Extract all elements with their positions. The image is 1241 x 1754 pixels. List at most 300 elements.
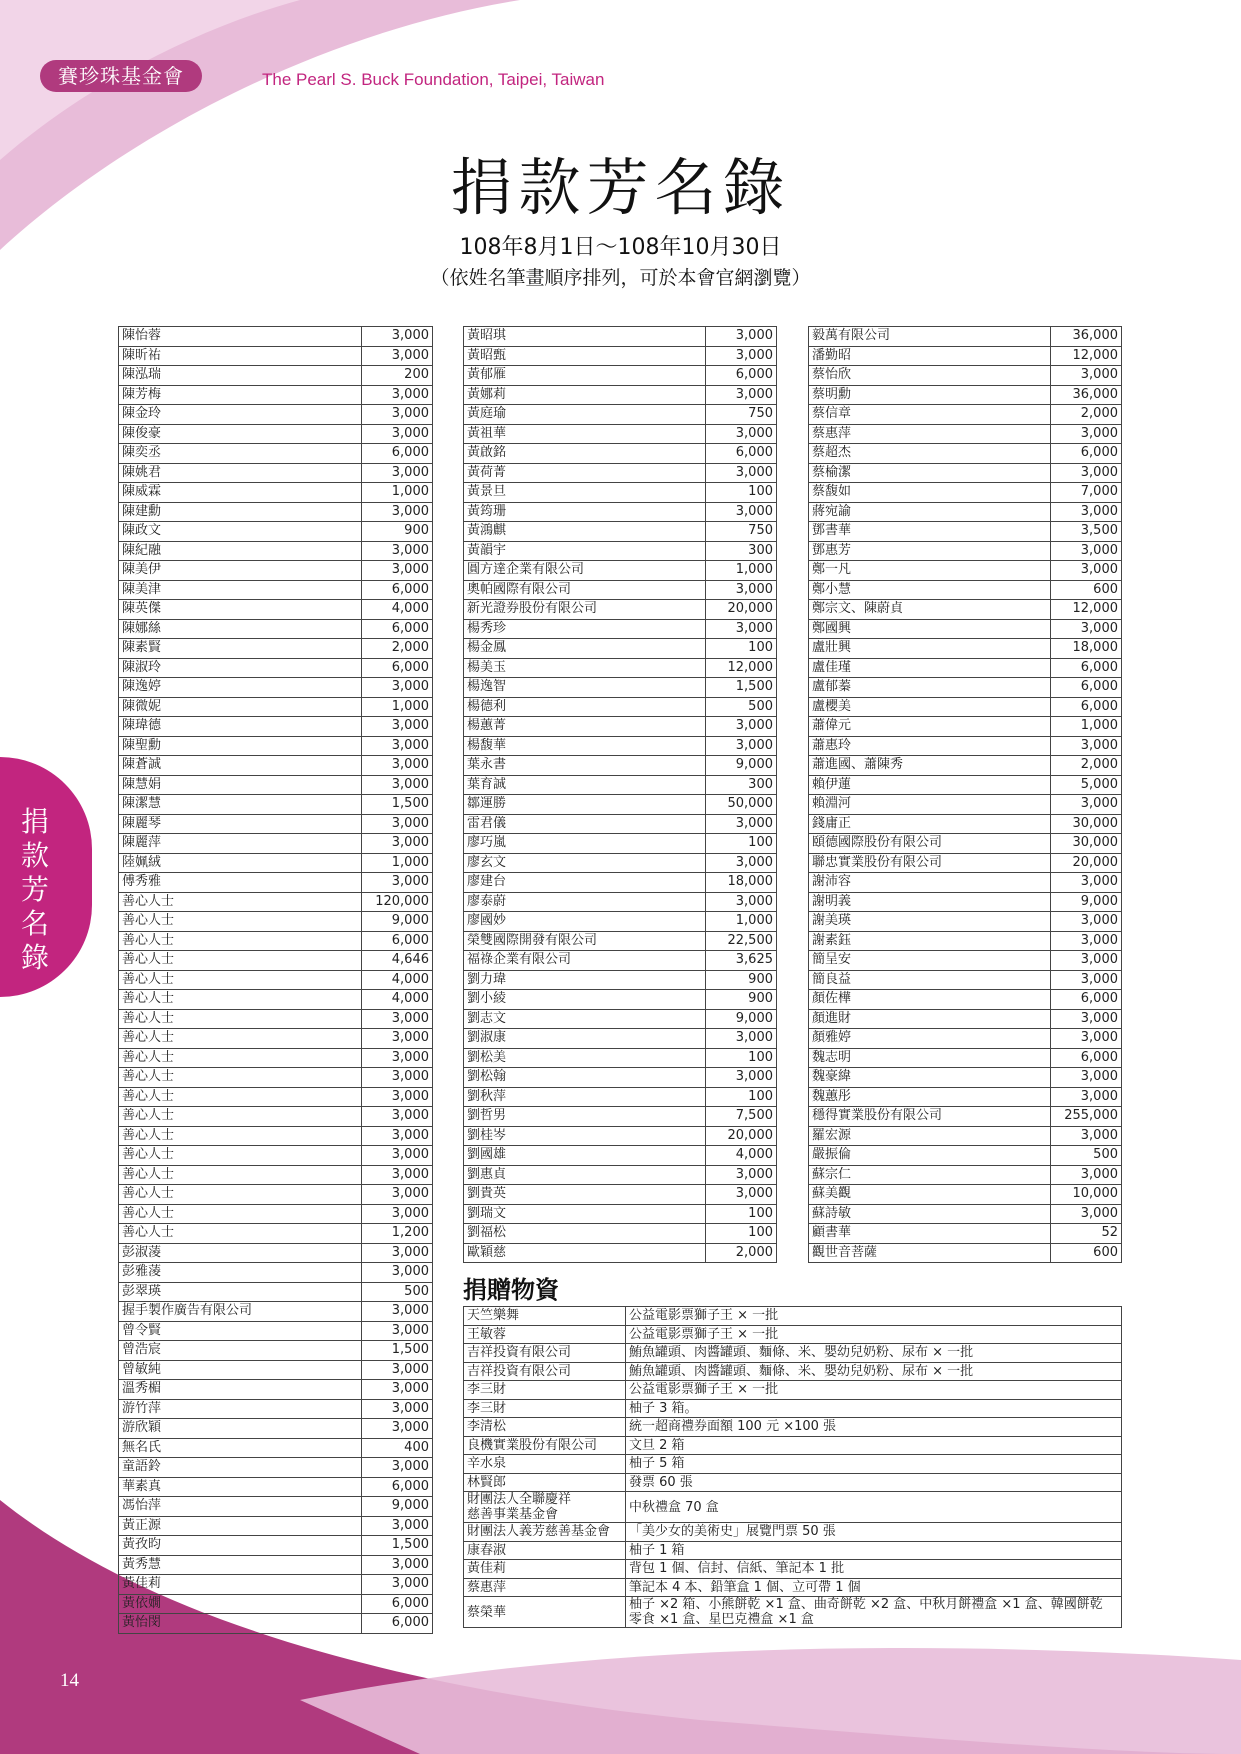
donation-amount: 3,000 <box>706 1068 777 1088</box>
donor-name: 陳金玲 <box>119 405 362 425</box>
table-row <box>119 1380 433 1400</box>
donor-name: 毅萬有限公司 <box>809 327 1051 347</box>
goods-item: 公益電影票獅子王 × 一批 <box>626 1307 1122 1326</box>
table-row <box>464 619 777 639</box>
donor-name: 善心人士 <box>119 1204 362 1224</box>
table-row <box>809 541 1122 561</box>
donor-name: 蘇美觀 <box>809 1185 1051 1205</box>
donation-amount: 200 <box>362 366 433 386</box>
donor-name: 鄒運勝 <box>464 795 706 815</box>
table-row <box>464 1107 777 1127</box>
donor-name: 曾令賢 <box>119 1321 362 1341</box>
table-row <box>809 424 1122 444</box>
table-row <box>809 931 1122 951</box>
donation-amount: 1,200 <box>362 1224 433 1244</box>
donation-amount: 3,000 <box>362 1165 433 1185</box>
table-row <box>119 327 433 347</box>
donor-name: 鄧惠芳 <box>809 541 1051 561</box>
donation-amount: 3,000 <box>362 756 433 776</box>
table-row <box>464 892 777 912</box>
donation-amount: 500 <box>706 697 777 717</box>
donor-name: 魏蕙彤 <box>809 1087 1051 1107</box>
donor-name: 福祿企業有限公司 <box>464 951 706 971</box>
donor-name: 頤德國際股份有限公司 <box>809 834 1051 854</box>
table-row <box>464 1492 1122 1523</box>
table-row <box>464 1224 777 1244</box>
donor-name: 陸姵絨 <box>119 853 362 873</box>
table-row <box>464 1560 1122 1579</box>
donation-amount: 9,000 <box>362 912 433 932</box>
donation-amount: 3,000 <box>706 385 777 405</box>
donation-amount: 3,000 <box>362 1555 433 1575</box>
donor-name: 歐穎慈 <box>464 1243 706 1263</box>
table-row <box>464 834 777 854</box>
table-row <box>464 346 777 366</box>
table-row <box>809 405 1122 425</box>
donation-amount: 18,000 <box>1051 639 1122 659</box>
donation-amount: 6,000 <box>362 580 433 600</box>
table-row <box>809 951 1122 971</box>
donor-name: 陳奕丞 <box>119 444 362 464</box>
donation-amount: 3,000 <box>1051 1165 1122 1185</box>
donation-amount: 3,000 <box>362 1048 433 1068</box>
donation-amount: 22,500 <box>706 931 777 951</box>
donation-amount: 3,000 <box>362 1321 433 1341</box>
donation-amount: 3,000 <box>362 1458 433 1478</box>
donor-name: 廖國妙 <box>464 912 706 932</box>
donor-name: 善心人士 <box>119 1087 362 1107</box>
goods-donor-name: 吉祥投資有限公司 <box>464 1362 626 1381</box>
table-row <box>464 327 777 347</box>
donor-name: 陳逸婷 <box>119 678 362 698</box>
table-row <box>809 795 1122 815</box>
donation-amount: 3,000 <box>362 424 433 444</box>
donation-amount: 3,000 <box>362 385 433 405</box>
donor-name: 陳怡蓉 <box>119 327 362 347</box>
donation-amount: 3,000 <box>706 853 777 873</box>
donor-name: 鄧書華 <box>809 522 1051 542</box>
donor-name: 穩得實業股份有限公司 <box>809 1107 1051 1127</box>
donation-amount: 400 <box>362 1438 433 1458</box>
table-row <box>464 717 777 737</box>
table-row <box>464 1473 1122 1492</box>
table-row <box>464 405 777 425</box>
org-badge: 賽珍珠基金會 <box>40 60 202 92</box>
table-row <box>119 1321 433 1341</box>
goods-item: 公益電影票獅子王 × 一批 <box>626 1381 1122 1400</box>
goods-item: 鮪魚罐頭、肉醬罐頭、麵條、米、嬰幼兒奶粉、尿布 × 一批 <box>626 1362 1122 1381</box>
donor-name: 謝美瑛 <box>809 912 1051 932</box>
donor-name: 馮怡萍 <box>119 1497 362 1517</box>
table-row <box>809 892 1122 912</box>
donor-name: 黃筠珊 <box>464 502 706 522</box>
goods-item: 統一超商禮券面額 100 元 ×100 張 <box>626 1418 1122 1437</box>
donation-amount: 2,000 <box>1051 756 1122 776</box>
table-row <box>119 600 433 620</box>
table-row <box>464 1185 777 1205</box>
table-row <box>119 424 433 444</box>
donor-name: 榮雙國際開發有限公司 <box>464 931 706 951</box>
donation-amount: 20,000 <box>706 600 777 620</box>
donation-amount: 7,000 <box>1051 483 1122 503</box>
donation-amount: 3,000 <box>1051 736 1122 756</box>
donor-name: 劉惠貞 <box>464 1165 706 1185</box>
donor-name: 魏志明 <box>809 1048 1051 1068</box>
donor-name: 謝沛容 <box>809 873 1051 893</box>
table-row <box>464 366 777 386</box>
donation-amount: 6,000 <box>706 366 777 386</box>
donation-amount: 6,000 <box>706 444 777 464</box>
donor-name: 善心人士 <box>119 912 362 932</box>
donor-name: 黃鴻麒 <box>464 522 706 542</box>
donation-amount: 3,000 <box>1051 1204 1122 1224</box>
table-row <box>119 1224 433 1244</box>
table-row <box>119 1516 433 1536</box>
table-row <box>119 678 433 698</box>
table-row <box>119 658 433 678</box>
table-row <box>809 1048 1122 1068</box>
donor-name: 善心人士 <box>119 1068 362 1088</box>
donation-amount: 52 <box>1051 1224 1122 1244</box>
donation-amount: 100 <box>706 1048 777 1068</box>
table-row <box>119 912 433 932</box>
table-row <box>809 853 1122 873</box>
donation-amount: 3,000 <box>1051 1009 1122 1029</box>
donation-amount: 3,000 <box>362 717 433 737</box>
donation-amount: 3,000 <box>362 541 433 561</box>
table-row <box>809 600 1122 620</box>
donor-name: 廖建台 <box>464 873 706 893</box>
donor-name: 楊德利 <box>464 697 706 717</box>
donor-name: 陳微妮 <box>119 697 362 717</box>
donor-name: 蔡信章 <box>809 405 1051 425</box>
table-row <box>809 639 1122 659</box>
table-row <box>119 483 433 503</box>
table-row <box>119 1029 433 1049</box>
donation-amount: 1,000 <box>362 483 433 503</box>
table-row <box>809 1068 1122 1088</box>
table-row <box>119 1458 433 1478</box>
donation-amount: 10,000 <box>1051 1185 1122 1205</box>
table-row <box>464 873 777 893</box>
donor-name: 黃昭甄 <box>464 346 706 366</box>
table-row <box>119 561 433 581</box>
donation-amount: 3,000 <box>1051 1126 1122 1146</box>
donor-name: 鄭宗文、陳蔚貞 <box>809 600 1051 620</box>
table-row <box>119 1009 433 1029</box>
donor-name: 陳美伊 <box>119 561 362 581</box>
donor-name: 蕭偉元 <box>809 717 1051 737</box>
donor-name: 善心人士 <box>119 1185 362 1205</box>
table-row <box>464 1523 1122 1542</box>
table-row <box>809 814 1122 834</box>
goods-item: 文旦 2 箱 <box>626 1436 1122 1455</box>
donation-amount: 1,500 <box>706 678 777 698</box>
goods-donor-name: 蔡榮華 <box>464 1597 626 1628</box>
table-row <box>809 1126 1122 1146</box>
donation-amount: 6,000 <box>1051 697 1122 717</box>
goods-item: 發票 60 張 <box>626 1473 1122 1492</box>
donor-name: 蔡榆潔 <box>809 463 1051 483</box>
donor-name: 楊金鳳 <box>464 639 706 659</box>
donor-name: 彭淑蓤 <box>119 1243 362 1263</box>
donor-name: 黃昭琪 <box>464 327 706 347</box>
donor-name: 善心人士 <box>119 1165 362 1185</box>
donor-name: 劉國雄 <box>464 1146 706 1166</box>
goods-donor-name: 康春淑 <box>464 1541 626 1560</box>
table-row <box>809 561 1122 581</box>
table-row <box>464 1204 777 1224</box>
table-row <box>809 1087 1122 1107</box>
donation-amount: 9,000 <box>706 756 777 776</box>
table-row <box>809 756 1122 776</box>
donation-amount: 36,000 <box>1051 327 1122 347</box>
donor-name: 劉福松 <box>464 1224 706 1244</box>
donation-amount: 3,000 <box>706 736 777 756</box>
donor-name: 廖巧嵐 <box>464 834 706 854</box>
table-row <box>809 775 1122 795</box>
donation-amount: 3,000 <box>1051 424 1122 444</box>
donor-name: 謝素鈺 <box>809 931 1051 951</box>
table-row <box>119 444 433 464</box>
table-row <box>119 1107 433 1127</box>
donor-name: 善心人士 <box>119 1107 362 1127</box>
table-row <box>119 1204 433 1224</box>
donation-amount: 6,000 <box>362 619 433 639</box>
page-title: 捐款芳名錄 <box>450 151 791 224</box>
table-row <box>119 756 433 776</box>
goods-donor-name: 財團法人全聯慶祥 慈善事業基金會 <box>464 1492 626 1523</box>
donation-amount: 3,000 <box>362 1146 433 1166</box>
donation-amount: 3,000 <box>706 502 777 522</box>
table-row <box>464 1009 777 1029</box>
table-row <box>119 1068 433 1088</box>
table-row <box>119 1399 433 1419</box>
donor-name: 陳紀融 <box>119 541 362 561</box>
donation-amount: 6,000 <box>1051 678 1122 698</box>
table-row <box>809 1009 1122 1029</box>
donor-name: 錢庸正 <box>809 814 1051 834</box>
donation-amount: 1,500 <box>362 1341 433 1361</box>
donation-amount: 600 <box>1051 580 1122 600</box>
donor-name: 黃正源 <box>119 1516 362 1536</box>
donation-amount: 3,000 <box>362 1243 433 1263</box>
donor-name: 蔡馥如 <box>809 483 1051 503</box>
donor-name: 黃韻宇 <box>464 541 706 561</box>
donation-amount: 3,000 <box>1051 366 1122 386</box>
donation-amount: 1,000 <box>706 561 777 581</box>
table-row <box>809 1224 1122 1244</box>
donation-table-1 <box>118 326 433 1634</box>
donation-amount: 3,000 <box>362 775 433 795</box>
donor-name: 聯忠實業股份有限公司 <box>809 853 1051 873</box>
table-row <box>809 327 1122 347</box>
donor-name: 觀世音菩薩 <box>809 1243 1051 1263</box>
donor-name: 潘勤昭 <box>809 346 1051 366</box>
table-row <box>119 1282 433 1302</box>
donation-amount: 4,646 <box>362 951 433 971</box>
sort-note: （依姓名筆畫順序排列，可於本會官網瀏覽） <box>430 267 811 289</box>
goods-donor-name: 王敏蓉 <box>464 1325 626 1344</box>
donation-amount: 3,000 <box>1051 1087 1122 1107</box>
donation-table-2 <box>463 326 777 1263</box>
table-row <box>464 541 777 561</box>
table-row <box>464 1597 1122 1628</box>
table-row <box>119 1243 433 1263</box>
donor-name: 賴伊蓮 <box>809 775 1051 795</box>
donation-amount: 2,000 <box>1051 405 1122 425</box>
donor-name: 握手製作廣告有限公司 <box>119 1302 362 1322</box>
table-row <box>809 1243 1122 1263</box>
donor-name: 陳英傑 <box>119 600 362 620</box>
donor-name: 盧櫻美 <box>809 697 1051 717</box>
table-row <box>119 1048 433 1068</box>
donation-amount: 3,000 <box>362 1419 433 1439</box>
table-row <box>119 405 433 425</box>
table-row <box>809 990 1122 1010</box>
donation-amount: 3,000 <box>1051 463 1122 483</box>
table-row <box>119 1594 433 1614</box>
donor-name: 陳芳梅 <box>119 385 362 405</box>
donation-amount: 4,000 <box>362 600 433 620</box>
donation-amount: 1,500 <box>362 795 433 815</box>
table-row <box>809 483 1122 503</box>
goods-donor-name: 李清松 <box>464 1418 626 1437</box>
table-row <box>119 463 433 483</box>
donor-name: 盧郁蓁 <box>809 678 1051 698</box>
donation-amount: 6,000 <box>362 444 433 464</box>
donation-amount: 750 <box>706 405 777 425</box>
goods-donor-name: 李三財 <box>464 1381 626 1400</box>
table-row <box>119 639 433 659</box>
donation-amount: 3,000 <box>1051 912 1122 932</box>
donation-amount: 18,000 <box>706 873 777 893</box>
donor-name: 善心人士 <box>119 931 362 951</box>
table-row <box>119 1477 433 1497</box>
donor-name: 善心人士 <box>119 951 362 971</box>
table-row <box>119 736 433 756</box>
donor-name: 葉永書 <box>464 756 706 776</box>
donation-amount: 100 <box>706 1224 777 1244</box>
donor-name: 陳建勳 <box>119 502 362 522</box>
donation-amount: 3,000 <box>362 1380 433 1400</box>
donation-amount: 3,000 <box>362 327 433 347</box>
donation-amount: 3,500 <box>1051 522 1122 542</box>
donor-name: 陳姚君 <box>119 463 362 483</box>
donation-amount: 3,000 <box>362 1126 433 1146</box>
donation-amount: 1,000 <box>706 912 777 932</box>
donor-name: 陳慧娟 <box>119 775 362 795</box>
donor-name: 陳蒼誠 <box>119 756 362 776</box>
donation-amount: 3,000 <box>362 405 433 425</box>
table-row <box>809 873 1122 893</box>
donation-amount: 3,000 <box>1051 541 1122 561</box>
donation-amount: 6,000 <box>362 658 433 678</box>
donation-amount: 20,000 <box>1051 853 1122 873</box>
donation-amount: 3,000 <box>362 1360 433 1380</box>
donation-amount: 3,000 <box>706 619 777 639</box>
donor-name: 楊逸智 <box>464 678 706 698</box>
table-row <box>464 1087 777 1107</box>
donor-name: 黃祖華 <box>464 424 706 444</box>
donor-name: 簡呈安 <box>809 951 1051 971</box>
donor-name: 陳政文 <box>119 522 362 542</box>
donation-amount: 1,000 <box>362 853 433 873</box>
donor-name: 善心人士 <box>119 970 362 990</box>
goods-donor-name: 辛水泉 <box>464 1455 626 1474</box>
table-row <box>809 444 1122 464</box>
goods-donor-name: 財團法人義芳慈善基金會 <box>464 1523 626 1542</box>
donation-amount: 4,000 <box>706 1146 777 1166</box>
donation-amount: 100 <box>706 639 777 659</box>
table-row <box>464 463 777 483</box>
donor-name: 楊秀珍 <box>464 619 706 639</box>
side-tab-label: 捐 款 芳 名 錄 <box>20 805 49 974</box>
donor-name: 劉哲男 <box>464 1107 706 1127</box>
donation-amount: 3,000 <box>706 346 777 366</box>
table-row <box>809 1204 1122 1224</box>
donor-name: 華素真 <box>119 1477 362 1497</box>
donation-amount: 3,000 <box>706 717 777 737</box>
donation-amount: 9,000 <box>706 1009 777 1029</box>
donor-name: 蘇詩敏 <box>809 1204 1051 1224</box>
donor-name: 彭翠瑛 <box>119 1282 362 1302</box>
donor-name: 楊美玉 <box>464 658 706 678</box>
table-row <box>464 1029 777 1049</box>
table-row <box>464 736 777 756</box>
donor-name: 劉淑康 <box>464 1029 706 1049</box>
table-row <box>464 385 777 405</box>
donor-name: 盧壯興 <box>809 639 1051 659</box>
table-row <box>464 1541 1122 1560</box>
donation-amount: 3,000 <box>362 1263 433 1283</box>
donation-amount: 6,000 <box>1051 658 1122 678</box>
donor-name: 黃佳莉 <box>119 1575 362 1595</box>
donation-amount: 3,000 <box>362 1107 433 1127</box>
donation-amount: 3,000 <box>706 1029 777 1049</box>
table-row <box>464 697 777 717</box>
table-row <box>464 1418 1122 1437</box>
donor-name: 顧書華 <box>809 1224 1051 1244</box>
donation-amount: 3,000 <box>362 1516 433 1536</box>
table-row <box>809 346 1122 366</box>
goods-item: 柚子 3 箱。 <box>626 1399 1122 1418</box>
table-row <box>464 678 777 698</box>
table-row <box>809 580 1122 600</box>
table-row <box>464 424 777 444</box>
donation-amount: 3,000 <box>362 1068 433 1088</box>
donation-amount: 3,000 <box>706 463 777 483</box>
donation-amount: 3,000 <box>1051 619 1122 639</box>
donor-name: 黃荷菁 <box>464 463 706 483</box>
donor-name: 顏佐樺 <box>809 990 1051 1010</box>
donor-name: 黃郁雁 <box>464 366 706 386</box>
donor-name: 陳昕祐 <box>119 346 362 366</box>
donation-amount: 900 <box>706 970 777 990</box>
donor-name: 楊馥華 <box>464 736 706 756</box>
table-row <box>464 1436 1122 1455</box>
donor-name: 劉桂岑 <box>464 1126 706 1146</box>
table-row <box>464 1165 777 1185</box>
bottom-swoosh-light <box>300 1648 1241 1754</box>
donor-name: 善心人士 <box>119 1009 362 1029</box>
donor-name: 蕭進國、蕭陳秀 <box>809 756 1051 776</box>
donor-name: 謝明義 <box>809 892 1051 912</box>
table-row <box>464 483 777 503</box>
table-row <box>464 561 777 581</box>
table-row <box>809 502 1122 522</box>
donation-amount: 255,000 <box>1051 1107 1122 1127</box>
